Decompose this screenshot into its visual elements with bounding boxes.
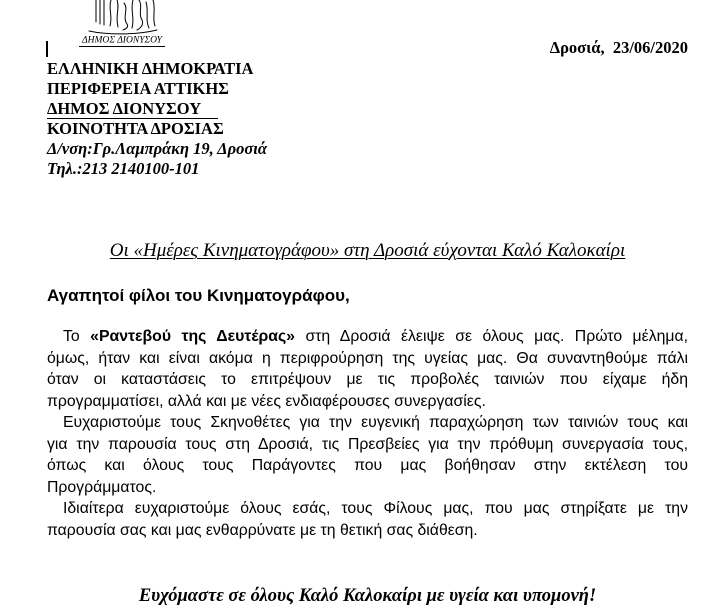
logo-drawing <box>89 0 157 34</box>
greeting: Αγαπητοί φίλοι του Κινηματογράφου, <box>47 286 350 305</box>
letterhead-country: ΕΛΛΗΝΙΚΗ ΔΗΜΟΚΡΑΤΙΑ <box>47 59 254 78</box>
letterhead-municipality: ΔΗΜΟΣ ΔΙΟΝΥΣΟΥ <box>47 100 218 119</box>
announcement-title-row <box>47 240 688 262</box>
letterhead-address: Δ/νση:Γρ.Λαμπράκη 19, Δροσιά <box>47 139 267 158</box>
paragraph-2 <box>47 412 688 498</box>
paragraph-line: όμως, ήταν και είναι ακόμα η περιφρούρηση της υγείας μας. Θα συναντηθούμε πάλι <box>47 349 688 367</box>
letterhead-region: ΠΕΡΙΦΕΡΕΙΑ ΑΤΤΙΚΗΣ <box>47 79 229 98</box>
closing-wish: Ευχόμαστε σε όλους Καλό Καλοκαίρι με υγεία και υπομονή! <box>138 586 597 606</box>
paragraph-3 <box>47 498 688 541</box>
paragraph-line: Ευχαριστούμε τους Σκηνοθέτες για την ευγενική παραχώρηση των ταινιών τους και <box>63 414 688 431</box>
paragraph-line: όταν οι καταστάσεις το επιτρέψουν με τις προβολές ταινιών που είχαμε ήδη <box>47 371 688 388</box>
letterhead-phone: Τηλ.:213 2140100-101 <box>47 159 200 178</box>
paragraph-line: παρουσία σας και μας ενθαρρύνατε με τη θετική σας διάθεση. <box>47 521 478 539</box>
letter-date: Δροσιά, 23/06/2020 <box>549 38 688 57</box>
paragraph-line: Προγράμματος. <box>47 478 157 496</box>
paragraph-opening: Το <box>63 328 80 345</box>
announcement-title: Οι «Ημέρες Κινηματογράφου» στη Δροσιά εύχονται Καλό Καλοκαίρι <box>109 240 626 261</box>
paragraph-line: όπως και όλους τους Παράγοντες που μας βοήθησαν στην εκτέλεση του <box>47 457 688 474</box>
text-cursor <box>46 41 48 57</box>
letterhead-community: ΚΟΙΝΟΤΗΤΑ ΔΡΟΣΙΑΣ <box>47 119 224 138</box>
letterhead-municipality-row <box>47 99 267 119</box>
letterhead <box>47 59 267 179</box>
letter-body <box>47 326 688 541</box>
paragraph-line: για την παρουσία τους στη Δροσιά, τις Πρεσβείες για την πρόθυμη συνεργασία τους, <box>47 435 688 453</box>
municipality-logo <box>77 0 167 50</box>
event-name: «Ραντεβού της Δευτέρας» <box>90 328 295 345</box>
paragraph-line: προγραμματίσει, αλλά και με νέες ενδιαφέρουσες συνεργασίες. <box>47 392 486 410</box>
paragraph-1 <box>47 326 688 412</box>
paragraph-line: Ιδιαίτερα ευχαριστούμε όλους εσάς, τους Φίλους μας, που μας στηρίξατε με την <box>63 500 688 517</box>
paragraph-line <box>47 326 688 348</box>
logo-caption: ΔΗΜΟΣ ΔΙΟΝΥΣΟΥ <box>80 34 164 45</box>
paragraph-line-text: στη Δροσιά έλειψε σε όλους μας. Πρώτο μέλημα, <box>305 328 689 345</box>
